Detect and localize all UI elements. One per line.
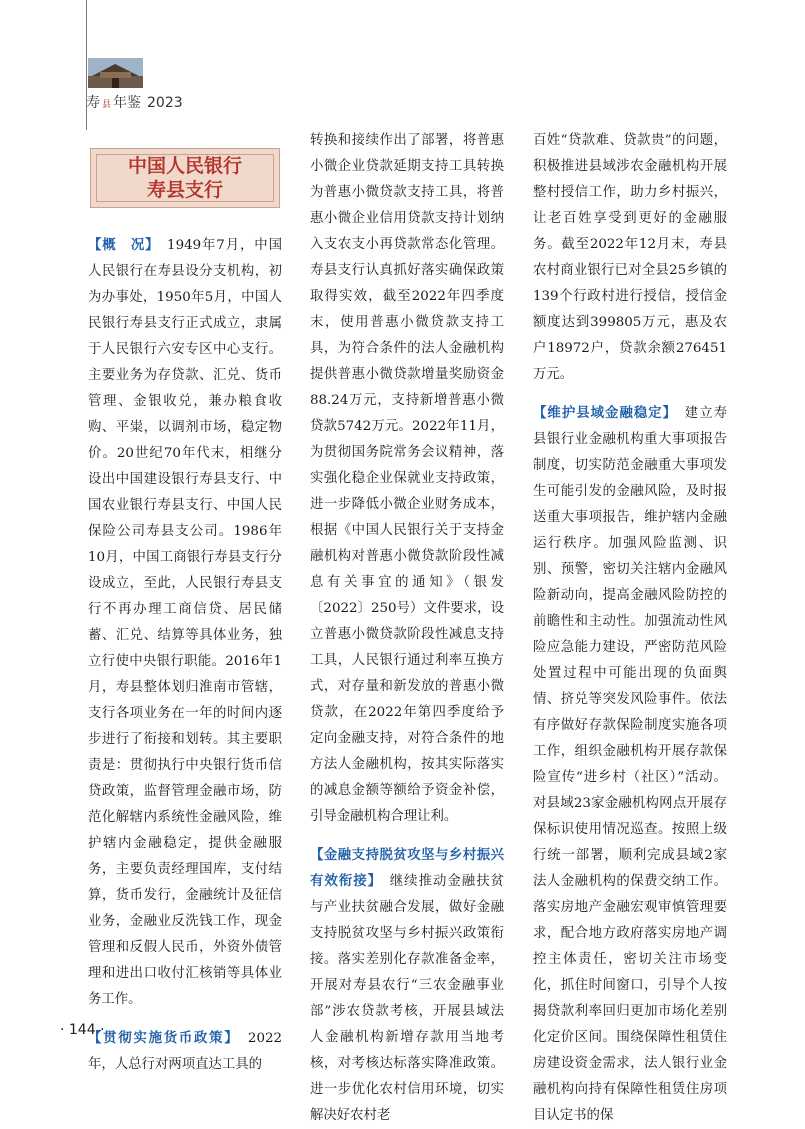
brand-year: 2023 — [147, 95, 183, 111]
section-monetary-policy — [88, 1026, 282, 1078]
section-rural-revitalization — [310, 843, 504, 1129]
paragraph-text: 继续推动金融扶贫与产业扶贫融合发展，做好金融支持脱贫攻坚与乡村振兴政策衔接。落实差别化存款准备金率，开展对寿县农行“三农金融事业部”涉农贷款考核，开展县域法人金融机构新增存款用当地考核，对考核达标落实降准政策。进一步优化农村信用环境，切实解决好农村老 — [310, 874, 505, 1123]
section-label: 【金融支持脱贫攻坚与乡村振兴有效衔接】 — [310, 848, 504, 889]
section-label: 【贯彻实施货币政策】 — [88, 1031, 233, 1046]
article-title-line-1: 中国人民银行 — [127, 155, 242, 177]
article-title-line-2: 寿县支行 — [146, 179, 223, 201]
page-number: · 144 · — [60, 1022, 105, 1038]
brand-tail: 年鉴 — [113, 95, 142, 111]
brand-main: 寿 — [86, 95, 100, 111]
paragraph-text: 建立寿县银行业金融机构重大事项报告制度，切实防范金融重大事项发生可能引发的金融风险，及时报送重大事项报告，维护辖内金融运行秩序。加强风险监测、识别、预警，密切关注辖内金融风险新动向，提高金融风险防控的前瞻性和主动性。加强流动性风险应急能力建设，严密防范风险处置过程中可能出现的负面舆情、挤兑等突发风险事件。依法有序做好存款保险制度实施各项工作，组织金融机构开展存款保险宣传“进乡村（社区）”活动。对县域23家金融机构网点开展存保标识使用情况巡查。按照上级行统一部署，顺利完成县域2家法人金融机构的保费交纳工作。落实房地产金融宏观审慎管理要求，配合地方政府落实房地产调控主体责任，密切关注市场变化，抓住时间窗口，引导个人按揭贷款利率回归更加市场化差别化定价区间。围绕保障性租赁住房建设资金需求，法人银行业金融机构向持有保障性租赁住房项目认定书的保 — [533, 406, 728, 1123]
paragraph: 百姓“贷款难、贷款贵”的问题，积极推进县域涉农金融机构开展整村授信工作，助力乡村振兴，让老百姓享受到更好的金融服务。截至2022年12月末，寿县农村商业银行已对全县25乡镇的139个行政村进行授信，授信金额度达到399805万元，惠及农户18972户，贷款余额276451万元。 — [533, 133, 727, 382]
paragraph-text: 1949年7月，中国人民银行在寿县设分支机构，初为办事处，1950年5月，中国人民银行寿县支行正式成立，隶属于人民银行六安专区中心支行。主要业务为存贷款、汇兑、货币管理、金银收兑，兼办粮食收购、平粜，以调剂市场，稳定物价。20世纪70年代末，相继分设出中国建设银行寿县支行、中国农业银行寿县支行、中国人民保险公司寿县支公司。1986年10月，中国工商银行寿县支行分设成立，至此，人民银行寿县支行不再办理工商信贷、居民储蓄、汇兑、结算等具体业务，独立行使中央银行职能。2016年1月，寿县整体划归淮南市管辖，支行各项业务在一年的时间内逐步进行了衔接和划转。其主要职责是：贯彻执行中央银行货币信贷政策，监督管理金融市场，防范化解辖内系统性金融风险，维护辖内金融稳定，提供金融服务，主要负责经理国库，支付结算，货币发行，金融统计及征信业务，金融业反洗钱工作，现金管理和反假人民币，外资外债管理和进出口收付汇核销等具体业务工作。 — [88, 238, 282, 1007]
column-3 — [533, 128, 727, 1129]
section-overview — [88, 233, 282, 1013]
column-2 — [310, 128, 504, 1129]
header-banner-image — [88, 58, 143, 88]
paragraph: 转换和接续作出了部署，将普惠小微企业贷款延期支持工具转换为普惠小微贷款支持工具，将普惠小微企业信用贷款支持计划纳入支农支小再贷款常态化管理。寿县支行认真抓好落实确保政策取得实效，截至2022年四季度末，使用普惠小微贷款支持工具，为符合条件的法人金融机构提供普惠小微贷款增量奖励资金88.24万元，支持新增普惠小微贷款5742万元。2022年11月，为贯彻国务院常务会议精神，落实强化稳企业保就业支持政策，进一步降低小微企业财务成本，根据《中国人民银行关于支持金融机构对普惠小微贷款阶段性减息有关事宜的通知》（银发〔2022〕250号）文件要求，设立普惠小微贷款阶段性减息支持工具，人民银行通过利率互换方式，对存量和新发放的普惠小微贷款，在2022年第四季度给予定向金融支持，对符合条件的地方法人金融机构，按其实际落实的减息金额等额给予资金补偿，引导金融机构合理让利。 — [310, 133, 504, 824]
article-title-box — [90, 148, 280, 208]
section-label: 【概 况】 — [88, 238, 153, 253]
section-label: 【维护县域金融稳定】 — [533, 406, 671, 421]
brand-seal: 县 — [102, 100, 112, 110]
column-1 — [88, 233, 282, 1078]
paragraph-text: 2022年，人总行对两项直达工具的 — [88, 1031, 282, 1072]
section-financial-stability — [533, 401, 727, 1129]
yearbook-brand — [86, 92, 183, 112]
